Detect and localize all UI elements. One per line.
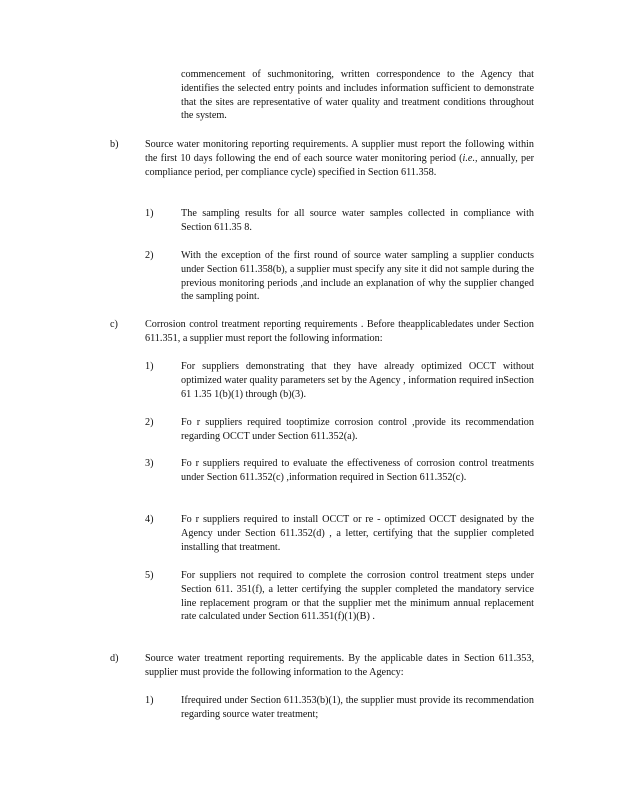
- section-c-label: c): [110, 319, 118, 330]
- section-c-item-4-label: 4): [145, 514, 154, 525]
- section-c-item-5-text: For suppliers not required to complete the corrosion control treatment steps under Section 611. 351(f), a letter certifying the suppler completed the mandatory service line replacement program or that the supplier met the minimum annual replacement rate calculated under Section 611.351(f)(1)(B) .: [181, 570, 534, 623]
- section-b-item-1-text: The sampling results for all source water samples collected in compliance with Section 611.35 8.: [181, 208, 534, 233]
- section-d-label: d): [110, 653, 119, 664]
- section-b-item-1-label: 1): [145, 208, 154, 219]
- section-c-item-3-label: 3): [145, 458, 154, 469]
- section-b-item-2-label: 2): [145, 250, 154, 261]
- section-c-item-2-label: 2): [145, 417, 154, 428]
- section-d-paragraph: Source water treatment reporting requirements. By the applicable dates in Section 611.353, supplier must provide the following information to the Agency:: [145, 653, 534, 678]
- section-c-item-3-text: Fo r suppliers required to evaluate the effectiveness of corrosion control treatments under Section 611.352(c) ,information required in Section 611.352(c).: [181, 458, 534, 483]
- section-b-item-2-text: With the exception of the first round of source water sampling a supplier conducts under Section 611.358(b), a supplier must specify any site it did not sample during the previous monitoring periods ,and include an explanation of why the supplier changed the sampling point.: [181, 250, 534, 303]
- section-b-label: b): [110, 139, 119, 150]
- section-b-text-pre: Source water monitoring reporting requirements. A supplier must report the following within the first 10 days following the end of each source water monitoring period (: [145, 139, 534, 164]
- section-b-paragraph: [145, 138, 534, 179]
- section-c-item-4-text: Fo r suppliers required to install OCCT or re - optimized OCCT designated by the Agency under Section 611.352(d) , a letter, certifying that the supplier completed installing that treatment.: [181, 514, 534, 553]
- section-c-paragraph: Corrosion control treatment reporting requirements . Before theapplicabledates under Section 611.351, a supplier must report the following information:: [145, 319, 534, 344]
- section-d-item-1-label: 1): [145, 695, 154, 706]
- section-c-item-1-text: For suppliers demonstrating that they have already optimized OCCT without optimized water quality parameters set by the Agency , information required inSection 61 1.35 1(b)(1) through (b)(3).: [181, 361, 534, 400]
- section-b-text-ie: i.e.,: [462, 152, 478, 164]
- intro-paragraph: commencement of suchmonitoring, written correspondence to the Agency that identifies the selected entry points and includes information sufficient to demonstrate that the sites are representative of water quality and treatment conditions throughout the system.: [181, 69, 534, 122]
- section-c-item-5-label: 5): [145, 570, 154, 581]
- section-d-item-1-text: Ifrequired under Section 611.353(b)(1), the supplier must provide its recommendation regarding source water treatment;: [181, 695, 534, 720]
- section-c-item-2-text: Fo r suppliers required tooptimize corrosion control ,provide its recommendation regarding OCCT under Section 611.352(a).: [181, 417, 534, 442]
- section-c-item-1-label: 1): [145, 361, 154, 372]
- section-b-text-post: annually, per compliance period, per compliance cycle) specified in Section 611.358.: [145, 152, 534, 178]
